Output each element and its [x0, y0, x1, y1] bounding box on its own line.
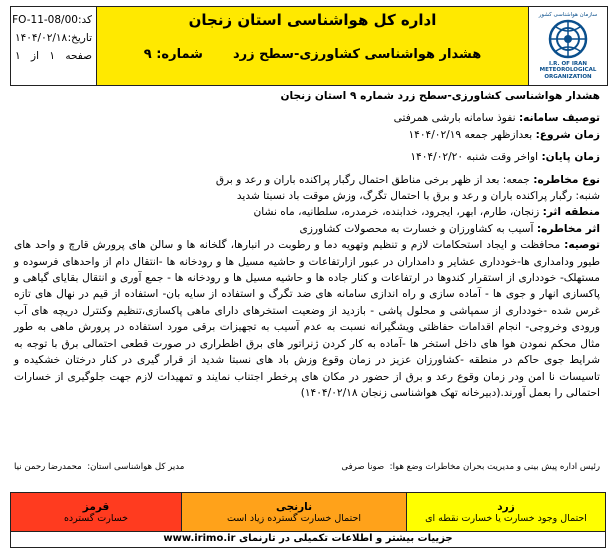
page-total: ۱ — [15, 50, 21, 62]
hazard-line-1: نوع مخاطره: جمعه: بعد از ظهر برخی مناطق احتمال رگبار پراکنده باران و رعد و برق — [215, 173, 600, 186]
legend-orange: نارنجی احتمال خسارت گسترده زیاد است — [182, 493, 407, 531]
end-line: زمان پایان: اواخر وقت شنبه ۱۴۰۴/۰۲/۲۰ — [410, 151, 600, 164]
desc-line: توصیف سامانه: نفوذ سامانه بارشی همرفتی — [393, 112, 600, 125]
meteorological-logo — [529, 7, 607, 85]
legend-red: قرمز خسارت گسترده — [11, 493, 182, 531]
advice-paragraph: توصیه: محافظت و ایجاد استحکامات لازم و تنظیم وتهویه دما و رطوبت در انبارها، گلخانه ها و سالن های پرورش قارچ و واحد های طیور ودامداری ها-خودداری عشایر و دامداران در عبور ازارتفاعات و حاشیه مسیل ها و رودخانه ها -انتقال دام از واحدهای فرسوده و مستهلک- خودداری از استقرار کندوها در ارتفاعات و کنار جاده ها و حاشیه مسیل ها و رودخانه ها - جمع آوری و انتقال بقایای گیاهی و پاکسازی انهار و جوی ها - آماده سازی و راه اندازی سامانه های ضد تگرگ و استفاده از سایه بان- استفاده از قیم در نهال های تازه غرس شده -خودداری از سمپاشی و محلول پاشی - بازدید از وضعیت استخرهای دارای ماهی پاکسازی،تنظیم وکنترل دریچه های آب ورودی وخروجی- انجام اقدامات حفاظتی ویشگیرانه نسبت به عدم آسیب به تجهیزات برقی مورد استفاده در پرورش ماهی به طور مثال محکم نمودن هوا های داخل استخر ها -آماده به کار کردن ژنراتور های برق اظطراری در صورت قطعی احتمالی برق با توجه به شرایط جوی حاکم در منطقه -کشاورزان عزیز در زمان وقوع وزش باد های نسبتا شدید از قرار گیری در کنار درختان خشکیده و تاسیسات نا امن ودر زمان وقوع رعد و برق از حضور در مکان های پرخطر اجتناب نمایند و تمهیدات لازم جهت جلوگیری از خسارات احتمالی را بعمل آورند.(دبیرخانه تهک هواشناسی زنجان ۱۴۰۴/۰۲/۱۸) — [14, 239, 601, 399]
impact-line: اثر مخاطره: آسیب به کشاورزان و خسارت به محصولات کشاورزی — [299, 222, 600, 235]
org-title: اداره کل هواشناسی استان زنجان — [188, 11, 437, 29]
globe-logo-icon — [548, 19, 588, 59]
page-num: ۱ — [49, 50, 55, 62]
unit-signature: رئیس اداره پیش بینی و مدیریت بحران مخاطرات وضع هوا: صونا صرفی — [341, 462, 600, 472]
director-signature: مدیر کل هواشناسی استان: محمدرضا رحمن نیا — [14, 462, 185, 472]
number-label: شماره: — [156, 47, 203, 62]
signatures — [14, 462, 600, 472]
number-value: ۹ — [143, 47, 152, 62]
warning-number — [144, 47, 203, 62]
code-value: FO-11-08/00 — [12, 14, 78, 26]
warning-title: هشدار هواشناسی کشاورزی-سطح زرد — [232, 47, 482, 62]
hazard-line-2: شنبه: رگبار پراکنده باران و رعد و برق با احتمال تگرگ، وزش موقت باد نسبتا شدید — [236, 190, 600, 203]
start-line: زمان شروع: بعدازظهر جمعه ۱۴۰۴/۰۲/۱۹ — [408, 128, 600, 141]
legend-yellow: زرد احتمال وجود خسارت یا خسارت نقطه ای — [407, 493, 605, 531]
page-label: صفحه — [65, 50, 92, 62]
body-heading: هشدار هواشناسی کشاورزی-سطح زرد شماره ۹ استان زنجان — [280, 90, 600, 102]
warning-body — [14, 88, 600, 401]
logo-text-en: I.R. OF IRAN METEOROLOGICAL ORGANIZATION — [539, 60, 597, 80]
document-header — [10, 6, 608, 86]
page-of: از — [31, 50, 39, 62]
logo-text-fa: سازمان هواشناسی کشور — [538, 11, 598, 18]
warning-level-legend — [10, 492, 606, 532]
date-label: تاریخ: — [67, 32, 92, 44]
footer-website[interactable]: جزییات بیشتر و اطلاعات تکمیلی در تارنمای www.irimo.ir — [10, 532, 606, 548]
code-label: کد: — [77, 14, 92, 26]
header-title-area — [97, 7, 529, 85]
area-line: منطقه اثر: زنجان، طارم، ابهر، ایجرود، خدابنده، خرمدره، سلطانیه، ماه نشان — [253, 206, 600, 219]
warning-subtitle — [97, 47, 528, 62]
document-meta — [11, 7, 97, 85]
date-value: ۱۴۰۴/۰۲/۱۸ — [15, 32, 68, 44]
